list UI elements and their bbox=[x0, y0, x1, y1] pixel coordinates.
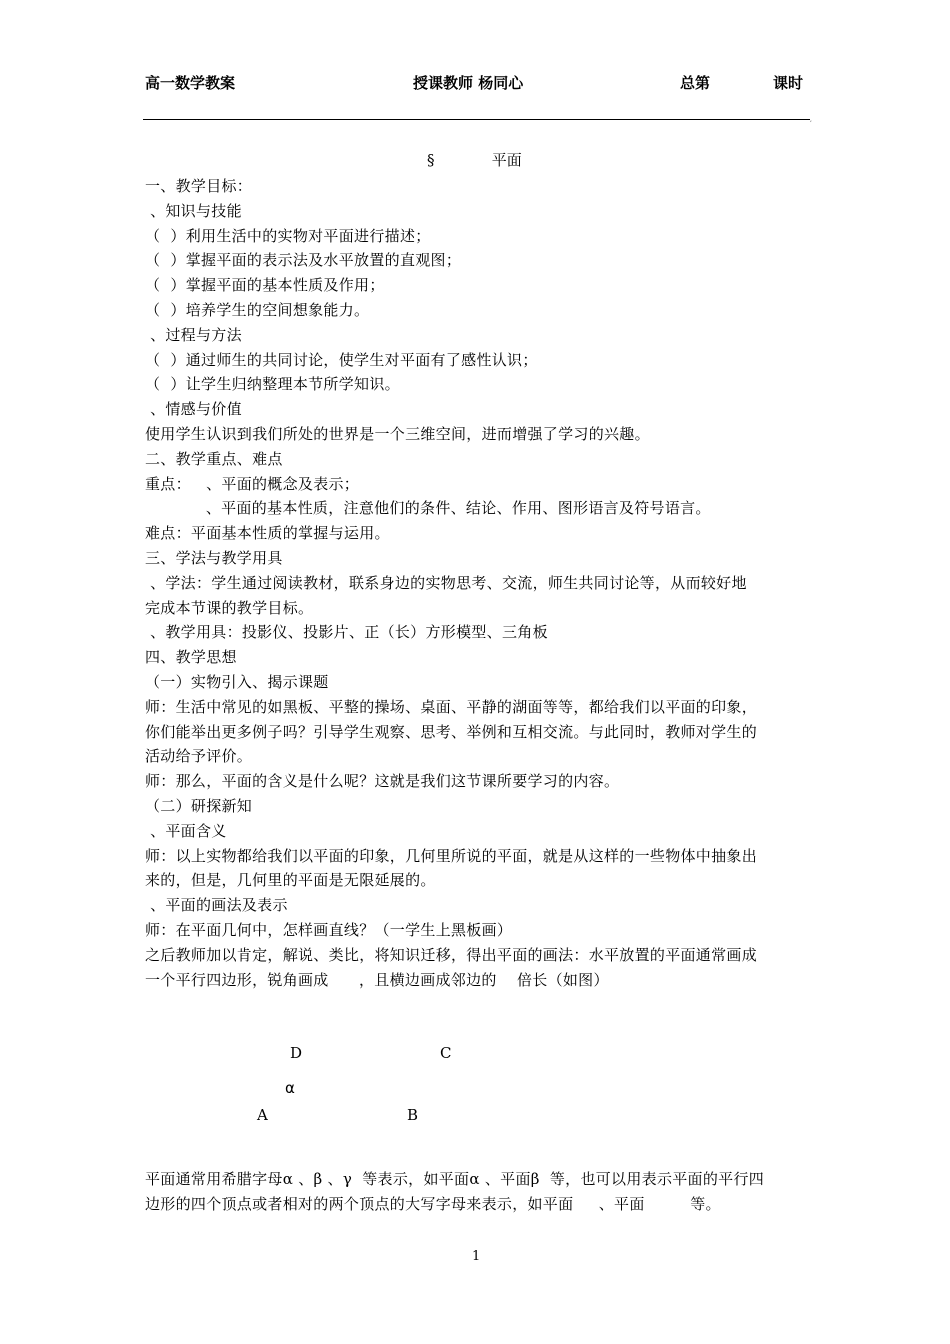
text-line: （ ）掌握平面的基本性质及作用； bbox=[145, 276, 385, 295]
text-line: 师：以上实物都给我们以平面的印象，几何里所说的平面，就是从这样的一些物体中抽象出 bbox=[145, 846, 758, 865]
header-course: 高一数学教案 bbox=[145, 74, 236, 92]
text-line: 一、教学目标： bbox=[145, 177, 253, 195]
text-line: 、学法：学生通过阅读教材，联系身边的实物思考、交流，师生共同讨论等，从而较好地 bbox=[145, 573, 747, 592]
figure-label-c: C bbox=[440, 1044, 452, 1062]
notation-paragraph bbox=[145, 1167, 815, 1217]
text-line: 、平面的基本性质，注意他们的条件、结论、作用、图形语言及符号语言。 bbox=[145, 499, 711, 518]
text-line: 之后教师加以肯定，解说、类比，将知识迁移，得出平面的画法：水平放置的平面通常画成 bbox=[145, 945, 758, 964]
text-line: 三、学法与教学用具 bbox=[145, 548, 283, 567]
text-line: （ ）培养学生的空间想象能力。 bbox=[145, 300, 370, 319]
text-line: 使用学生认识到我们所处的世界是一个三维空间，进而增强了学习的兴趣。 bbox=[145, 424, 650, 443]
figure-label-b: B bbox=[407, 1106, 419, 1124]
text-line: （ ）让学生归纳整理本节所学知识。 bbox=[145, 375, 400, 394]
page-header bbox=[145, 72, 810, 96]
text-line: 一个平行四边形，锐角画成 ，且横边画成邻边的 倍长（如图） bbox=[145, 970, 609, 989]
text-line: 完成本节课的教学目标。 bbox=[145, 598, 314, 617]
text-line: 、过程与方法 bbox=[145, 325, 242, 344]
text-line: 师：在平面几何中，怎样画直线？（一学生上黑板画） bbox=[145, 920, 513, 939]
text-line: （ ）掌握平面的表示法及水平放置的直观图； bbox=[145, 251, 462, 270]
section-title: § 平面 bbox=[427, 151, 522, 169]
figure-label-a: A bbox=[257, 1106, 268, 1124]
page-number: 1 bbox=[472, 1249, 481, 1264]
text-line: 、教学用具：投影仪、投影片、正（长）方形模型、三角板 bbox=[145, 623, 548, 642]
text-line: 活动给予评价。 bbox=[145, 747, 253, 766]
header-period: 课时 bbox=[773, 74, 804, 92]
text-line: 、知识与技能 bbox=[145, 201, 242, 220]
text-line: 师：生活中常见的如黑板、平整的操场、桌面、平静的湖面等等，都给我们以平面的印象， bbox=[145, 697, 758, 716]
text-line: 师：那么，平面的含义是什么呢？这就是我们这节课所要学习的内容。 bbox=[145, 772, 620, 791]
header-rule bbox=[143, 119, 810, 120]
figure-label-alpha: α bbox=[285, 1079, 295, 1097]
text-line: 重点： 、平面的概念及表示； bbox=[145, 474, 360, 493]
document-body bbox=[145, 174, 815, 992]
text-line: 、情感与价值 bbox=[145, 400, 242, 419]
text-line: 四、教学思想 bbox=[145, 648, 237, 667]
rule-end-mark: , bbox=[810, 116, 812, 123]
text-line: 、平面的画法及表示 bbox=[145, 896, 288, 915]
header-teacher: 授课教师 杨同心 bbox=[413, 74, 524, 92]
text-line: （ ）通过师生的共同讨论，使学生对平面有了感性认识； bbox=[145, 350, 538, 369]
text-line: 边形的四个顶点或者相对的两个顶点的大写字母来表示，如平面 、平面 等。 bbox=[145, 1195, 721, 1213]
header-total: 总第 bbox=[680, 74, 711, 92]
text-line: 来的，但是，几何里的平面是无限延展的。 bbox=[145, 871, 436, 890]
text-line: （二）研探新知 bbox=[145, 796, 253, 815]
text-line: 、平面含义 bbox=[145, 821, 227, 840]
text-line: 平面通常用希腊字母α 、β 、γ 等表示，如平面α 、平面β 等，也可以用表示平面的平行四 bbox=[145, 1170, 765, 1188]
text-line: 二、教学重点、难点 bbox=[145, 449, 283, 468]
text-line: 难点：平面基本性质的掌握与运用。 bbox=[145, 524, 390, 543]
text-line: 你们能举出更多例子吗？引导学生观察、思考、举例和互相交流。与此同时，教师对学生的 bbox=[145, 722, 758, 741]
text-line: （ ）利用生活中的实物对平面进行描述； bbox=[145, 226, 431, 245]
text-line: （一）实物引入、揭示课题 bbox=[145, 672, 329, 691]
figure-label-d: D bbox=[290, 1044, 303, 1062]
